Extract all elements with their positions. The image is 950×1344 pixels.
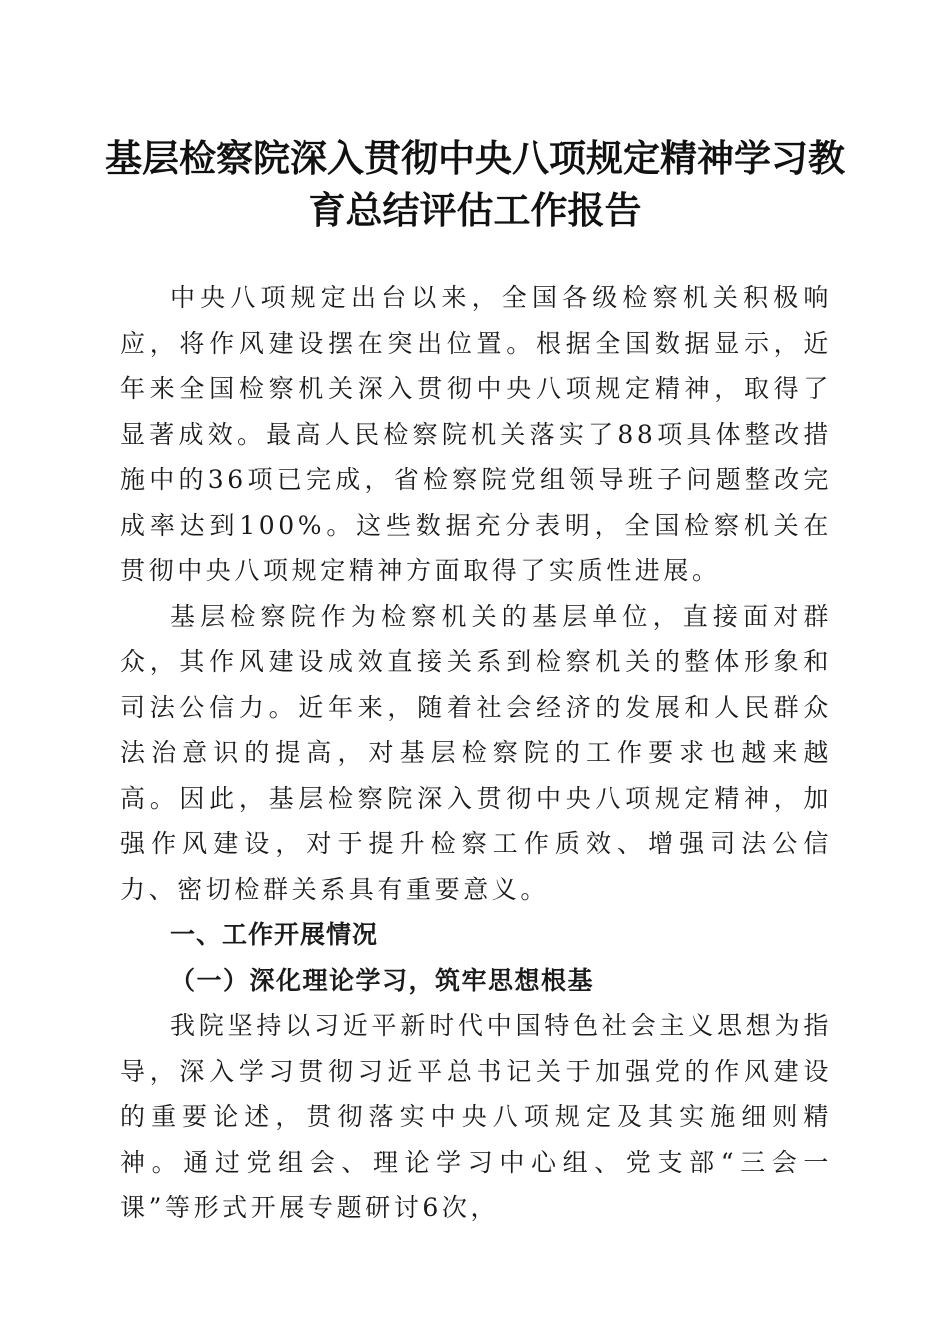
document-title: 基层检察院深入贯彻中央八项规定精神学习教育总结评估工作报告 bbox=[105, 136, 845, 232]
paragraph-background: 基层检察院作为检察机关的基层单位，直接面对群众，其作风建设成效直接关系到检察机关的整体形象和司法公信力。近年来，随着社会经济的发展和人民群众法治意识的提高，对基层检察院的工作要求也越来越高。因此，基层检察院深入贯彻中央八项规定精神，加强作风建设，对于提升检察工作质效、增强司法公信力、密切检群关系具有重要意义。 bbox=[120, 601, 832, 904]
paragraph-theory-study: 我院坚持以习近平新时代中国特色社会主义思想为指导，深入学习贯彻习近平总书记关于加强党的作风建设的重要论述，贯彻落实中央八项规定及其实施细则精神。通过党组会、理论学习中心组、党支部“三会一课”等形式开展专题研讨6次， bbox=[120, 1011, 832, 1222]
paragraph-intro: 中央八项规定出台以来，全国各级检察机关积极响应，将作风建设摆在突出位置。根据全国数据显示，近年来全国检察机关深入贯彻中央八项规定精神，取得了显著成效。最高人民检察院机关落实了88项具体整改措施中的36项已完成，省检察院党组领导班子问题整改完成率达到100%。这些数据充分表明，全国检察机关在贯彻中央八项规定精神方面取得了实质性进展。 bbox=[120, 283, 832, 585]
section-heading: 一、工作开展情况 bbox=[170, 920, 379, 949]
subsection-heading: （一）深化理论学习，筑牢思想根基 bbox=[170, 965, 595, 995]
document-body bbox=[120, 275, 832, 1231]
